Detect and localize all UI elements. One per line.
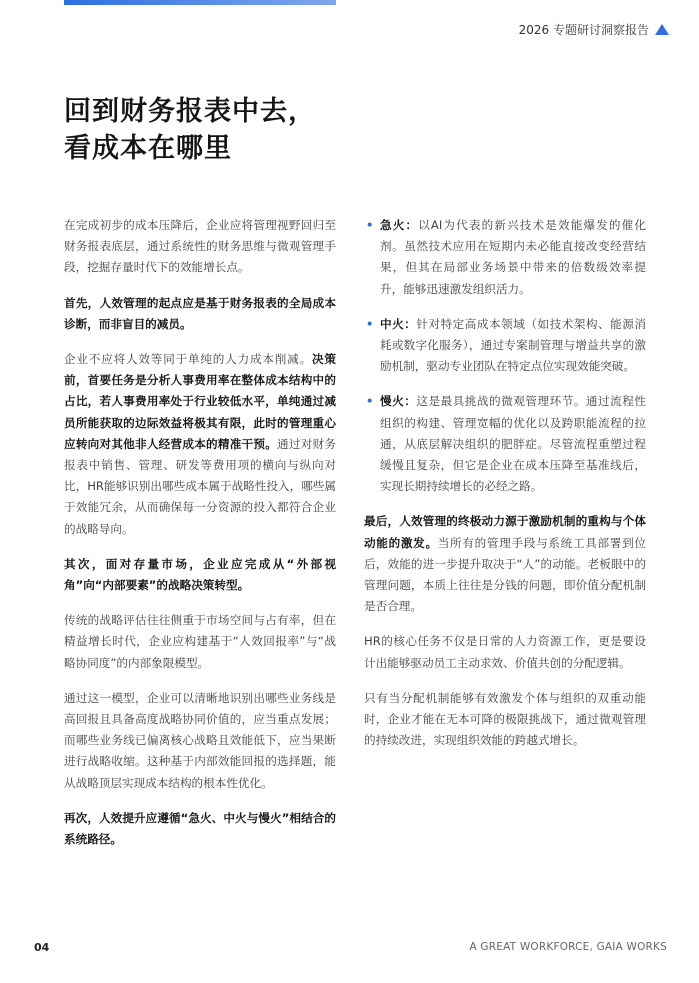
paragraph xyxy=(364,511,646,617)
bold-text: 最后，人效管理的终极动力源于激励机制的重构与个体动能的激发。 xyxy=(364,514,646,550)
bullet-dot-icon: • xyxy=(366,316,374,331)
paragraph-bold xyxy=(64,293,336,335)
bullet-dot-icon: • xyxy=(366,394,374,409)
bullet-text: 这是最具挑战的微观管理环节。通过流程性组织的构建、管理宽幅的优化以及跨职能流程的拉通，从底层解决组织的肥胖症。尽管流程重塑过程缓慢且复杂，但它是企业在成本压降至基准线后，实现长期持续增长的必经之路。 xyxy=(380,394,646,494)
paragraph: HR的核心任务不仅是日常的人力资源工作，更是要设计出能够驱动员工主动求效、价值共创的分配逻辑。 xyxy=(364,634,646,670)
paragraph: 只有当分配机制能够有效激发个体与组织的双重动能时，企业才能在无本可降的极限挑战下，通过微观管理的持续改进，实现组织效能的跨越式增长。 xyxy=(364,690,646,748)
paragraph: 在完成初步的成本压降后，企业应将管理视野回归至财务报表底层，通过系统性的财务思维与微观管理手段，挖掘存量时代下的效能增长点。 xyxy=(64,218,336,275)
fire-list xyxy=(364,215,646,497)
left-column xyxy=(64,215,336,864)
top-accent-bar xyxy=(64,0,336,5)
triangle-icon xyxy=(655,24,669,35)
bold-text: 首先，人效管理的起点应是基于财务报表的全局成本诊断，而非盲目的减员。 xyxy=(64,295,336,331)
page-title xyxy=(64,93,316,167)
text: 通过对财务报表中销售、管理、研发等费用项的横向与纵向对比，HR能够识别出哪些成本属于战略性投入，哪些属于效能冗余，从而确保每一分资源的投入都符合企业的战略导向。 xyxy=(64,436,336,536)
report-header xyxy=(519,21,669,38)
footer-tagline: A GREAT WORKFORCE, GAIA WORKS xyxy=(469,941,667,953)
bullet-dot-icon: • xyxy=(366,218,374,232)
bullet-text: 针对特定高成本领域（如技术架构、能源消耗或数字化服务），通过专案制管理与增益共享的激励机制，驱动专业团队在特定点位实现效能突破。 xyxy=(380,316,646,374)
paragraph xyxy=(64,349,336,540)
bold-text: 其次，面对存量市场，企业应完成从“外部视角”向“内部要素”的战略决策转型。 xyxy=(64,556,336,593)
paragraph: 通过这一模型，企业可以清晰地识别出哪些业务线是高回报且具备高度战略协同价值的，应当重点发展；而哪些业务线已偏离核心战略且效能低下，应当果断进行战略收缩。这种基于内部效能回报的选择题，能从战略顶层实现成本结构的根本性优化。 xyxy=(64,690,336,790)
paragraph-bold xyxy=(64,554,336,596)
report-title: 2026 专题研讨洞察报告 xyxy=(518,23,649,37)
bold-text: 再次，人效提升应遵循“急火、中火与慢火”相结合的系统路径。 xyxy=(64,810,336,847)
bullet-term: 慢火： xyxy=(380,394,417,409)
right-column xyxy=(364,215,646,765)
list-item xyxy=(364,314,646,378)
bullet-term: 急火： xyxy=(380,218,419,232)
page-number: 04 xyxy=(34,941,50,954)
title-line-1: 回到财务报表中去， xyxy=(64,96,316,127)
bold-text: 决策前，首要任务是分析人事费用率在整体成本结构中的占比，若人事费用率处于行业较低水平，单纯通过减员所能获取的边际效益将极其有限，此时的管理重心应转向对其他非人经营成本的精准干预。 xyxy=(64,352,336,451)
bullet-term: 中火： xyxy=(380,316,417,331)
bullet-text: 以AI为代表的新兴技术是效能爆发的催化剂。虽然技术应用在短期内未必能直接改变经营结果，但其在局部业务场景中带来的倍数级效率提升，能够迅速激发组织活力。 xyxy=(380,218,646,296)
title-line-2: 看成本在哪里 xyxy=(64,133,232,164)
paragraph-bold xyxy=(64,808,336,850)
text: 当所有的管理手段与系统工具部署到位后，效能的进一步提升取决于“人”的动能。老板眼中的管理问题，本质上往往是分钱的问题，即价值分配机制是否合理。 xyxy=(364,535,646,614)
list-item xyxy=(364,391,646,497)
paragraph: 传统的战略评估往往侧重于市场空间与占有率，但在精益增长时代，企业应构建基于“人效回报率”与“战略协同度”的内部象限模型。 xyxy=(64,613,336,670)
text: 企业不应将人效等同于单纯的人力成本削减。 xyxy=(64,352,312,367)
list-item xyxy=(364,215,646,300)
